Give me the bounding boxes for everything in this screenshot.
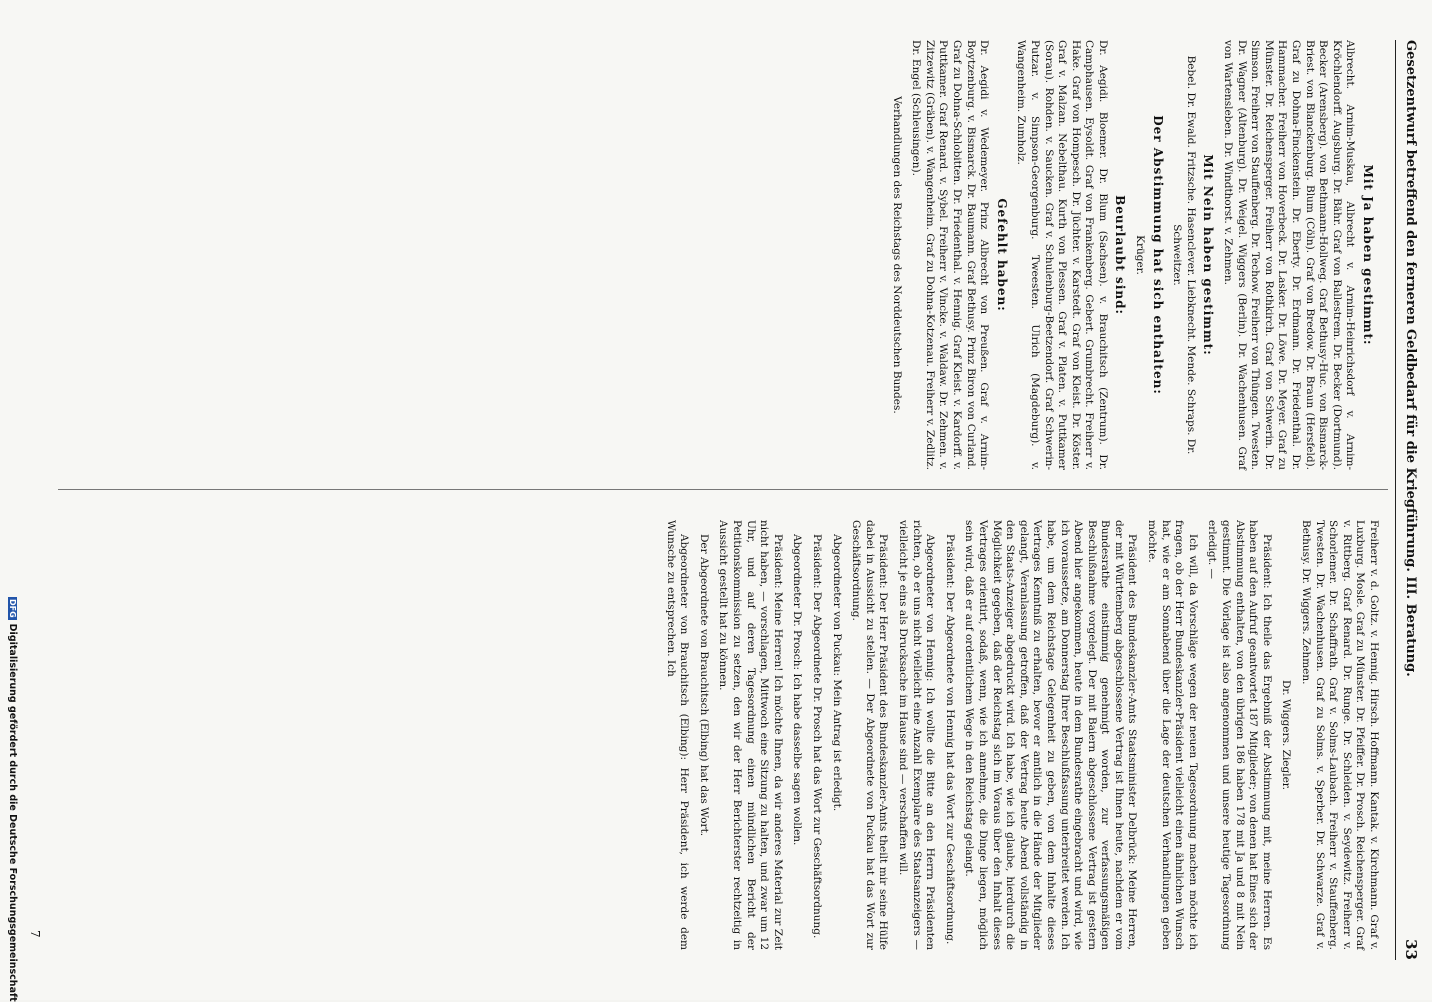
president-speech-5b: Der Abgeordnete von Brauchitsch (Elbing) hat das Wort. [697,534,710,837]
page-number: 33 [1402,939,1420,960]
puckau-speech: Abgeordneter von Puckau: Mein Antrag ist erledigt. [830,534,843,812]
dfg-logo: DFG [8,599,17,618]
hennig-speech: Abgeordneter von Hennig: Ich wollte die Bitte an den Herrn Präsidenten richten, ob er uns nicht vielleicht eine Anzahl Exemplare des Staatsanzeigers — vielleicht je eins als Drucksache im Hause sind — verschaffen will. [897,520,937,950]
right-column [657,520,1380,950]
gefehlt-names: Dr. Aegidi v. Wedemeyer. Prinz Albrecht von Preußen. Graf v. Arnim-Boytzenburg. v. Bismarck. Dr. Baumann. Graf Bethusy. Prinz Biron von Curland. Graf zu Dohna-Schlobitten. Dr. Friedenthal. v. Hennig. Graf Kleist. v. Kardorff. v. Puttkamer. Graf Renard. v. Sybel. Freiherr v. Vincke. v. Waldaw. Dr. Zehmen. v. Zitzewitz (Gräben). v. Wangenheim. Graf zu Dohna-Kotzenau. Freiherr v. Zedlitz. Dr. Engel (Schleusingen). [910,40,991,470]
president-speech-4: Präsident: Der Abgeordnete Dr. Prosch hat das Wort zur Geschäftsordnung. [811,534,824,939]
digitization-credit [2,597,18,1002]
ja-names: Albrecht. Arnim-Muskau, Albrecht v. Arnim-Heinrichsdorf v. Arnim-Kröchlendorff. Augsburg. Dr. Bähr. Graf von Ballestrem. Dr. Becker (Dortmund). Becker (Arensberg). von Bethmann-Hollweg. Graf Bethusy-Huc. von Bismarck-Briest. von Blanckenburg. Blum (Cöln). Graf von Bredow. Dr. Braun (Hersfeld). Graf zu Dohna-Finckenstein. Dr. Eberty. Dr. Erdmann. Dr. Friedenthal. Dr. Hammacher. Freiherr von Hoverbeck. Dr. Lasker. Dr. Löwe. Dr. Meyer. Graf zu Münster. Dr. Reichensperger. Freiherr von Rothkirch. Graf von Schwerin. Dr. Simson. Freiherr von Stauffenberg. Dr. Techow. Freiherr von Thüngen. Twesten. Dr. Wagner (Altenburg). Dr. Weigel. Wiggers (Berlin). Dr. Wachenhusen. Graf von Wartensleben. Dr. Windthorst. v. Zehmen. [1222,40,1357,470]
ja-heading: Mit Ja haben gestimmt: [1361,164,1375,346]
signature-number: 7 [28,930,42,938]
president-speech-1b: Ich will, da Vorschläge wegen der neuen Tagesordnung machen möchte ich fragen, ob der Herr Bundeskanzler-Präsident vielleicht einen ähnlichen Wunsch hat, wie er am Sonnabend über die Lage der deutschen Verhandlungen geben möchte. [1146,520,1199,950]
column-rule [58,489,1388,490]
president-speech-3: Präsident: Der Herr Präsident des Bundeskanzler-Amts theilt mir seine Hülfe dabei in Aussicht zu stellen. — Der Abgeordnete von Puckau hat das Wort zur Geschäftsordnung. [850,520,890,950]
president-speech-1: Präsident: Ich theile das Ergebniß der Abstimmung mit, meine Herren. Es haben auf den Aufruf geantwortet 187 Mitglieder; von denen hat Eines sich der Abstimmung enthalten, von den übrigen 186 haben 178 mit Ja und 8 mit Nein gestimmt. Die Vorlage ist also angenommen und unsere heutige Tagesordnung erledigt. — [1206,520,1273,950]
beurlaubt-heading: Beurlaubt sind: [1113,195,1128,315]
president-speech-2: Präsident: Der Abgeordnete von Hennig hat das Wort zur Geschäftsordnung. [943,534,956,945]
nein-heading: Mit Nein haben gestimmt: [1201,154,1216,356]
abstention-names: Krüger. [1134,235,1147,275]
left-column [883,40,1380,470]
brauchitsch-speech: Abgeordneter von Brauchitsch (Elbing): Herr Präsident, ich werde dem Wunsche zu entsprechen. Ich [664,520,691,950]
credit-text: Digitalisierung gefördert durch die Deutsche Forschungsgemeinschaft [7,623,18,1002]
bundeskanzler-speech: Präsident des Bundeskanzler-Amts Staatsminister Delbrück: Meine Herren, der mit Württemberg abgeschlossene Vertrag ist Ihnen heute, nachdem er vom Bundesrathe einstimmig genehmigt worden, zur verfassungsmäßigen Beschlußnahme vorgelegt. Der mit Baiern abgeschlossene Vertrag ist gestern Abend hier angekommen, heute in dem Bundesrathe eingebracht und wird, wie ich voraussetze, am Donnerstag Ihrer Beschlußfassung unterbreitet werden. Ich habe, um dem Reichstage Gelegenheit zu geben, von dem Inhalte dieses Vertrages Kenntniß zu erhalten, bevor er amtlich in die Hände der Mitglieder gelangt, Veranlassung getroffen, daß der Vertrag heute Abend vollständig in den Staats-Anzeiger abgedruckt wird. Ich habe, wie ich glaube, hierdurch die Möglichkeit gegeben, daß der Reichstag sich im Voraus über den Inhalt dieses Vertrages orientirt, sodaß, wenn, wie ich annehme, die Dinge liegen, möglich sein wird, daß er auf ordentlichem Wege in den Reichstag gelangt. [963,520,1139,951]
nein-names: Bebel. Dr. Ewald. Fritzsche. Hasenclever. Liebknecht. Mende. Schraps. Dr. Schweitzer. [1171,55,1197,455]
running-header [1395,40,1422,960]
header-title: Gesetzentwurf betreffend den ferneren Geldbedarf für die Kriegführung. III. Beratung. [1403,40,1418,677]
abstention-heading: Der Abstimmung hat sich enthalten: [1150,115,1165,395]
gefehlt-heading: Gefehlt haben: [994,198,1009,312]
prosch-speech: Abgeordneter Dr. Prosch: Ich habe dasselbe sagen wollen. [791,534,804,846]
president-speech-5: Präsident: Meine Herren! Ich möchte Ihnen, da wir anderes Material zur Zeit nicht haben, — vorschlagen, Mittwoch eine Sitzung zu halten, und zwar um 12 Uhr, und auf deren Tagesordnung einen mündlichen Bericht der Petitionskommission zu setzen, den wir der Herr Berichterster rechtzeitig in Aussicht gestellt hat zu können. [717,520,784,950]
names-continued: Freiherr v. d. Goltz. v. Hennig. Hirsch. Hoffmann. Kantak. v. Kirchmann. Graf v. Luxburg. Mosle. Graf zu Münster. Dr. Pfeiffer. Dr. Prosch. Reichensperger. Graf v. Rittberg. Graf Renard. Dr. Runge. Dr. Schleiden. v. Seydewitz. Freiherr v. Schorlemer. Dr. Schaffrath. Graf v. Solms-Laubach. Freiherr v. Stauffenberg. Twesten. Dr. Wachenhusen. Graf zu Solms. v. Sperber. Dr. Schwarze. Graf v. Bethusy. Dr. Wiggers. Zehmen. [1300,520,1380,950]
beurlaubt-names: Dr. Aegidi. Bloemer. Dr. Blum (Sachsen). v. Brauchitsch (Zentrum). Dr. Camphausen. Eysoldt. Graf von Frankenberg. Gebert. Grumbrecht. Freiherr v. Hake. Graf von Hompesch. Dr. Jüchter. v. Karstedt. Graf von Kleist. Dr. Köster. Graf v. Malzan. Nebelthau. Kurth von Plessen. Graf v. Platen. v. Puttkamer (Sorau). Rohden. v. Saucken. Graf v. Schulenburg-Beetzendorf. Graf Schwerin-Putzar. v. Simpson-Georgenburg. Tweesten. Ulrich (Magdeburg). v. Wangenheim. Zumholz. [1015,40,1109,470]
footer-line: Verhandlungen des Reichstags des Norddeutschen Bundes. [890,96,903,414]
names-tail: Dr. Wiggers. Ziegler. [1280,679,1293,791]
